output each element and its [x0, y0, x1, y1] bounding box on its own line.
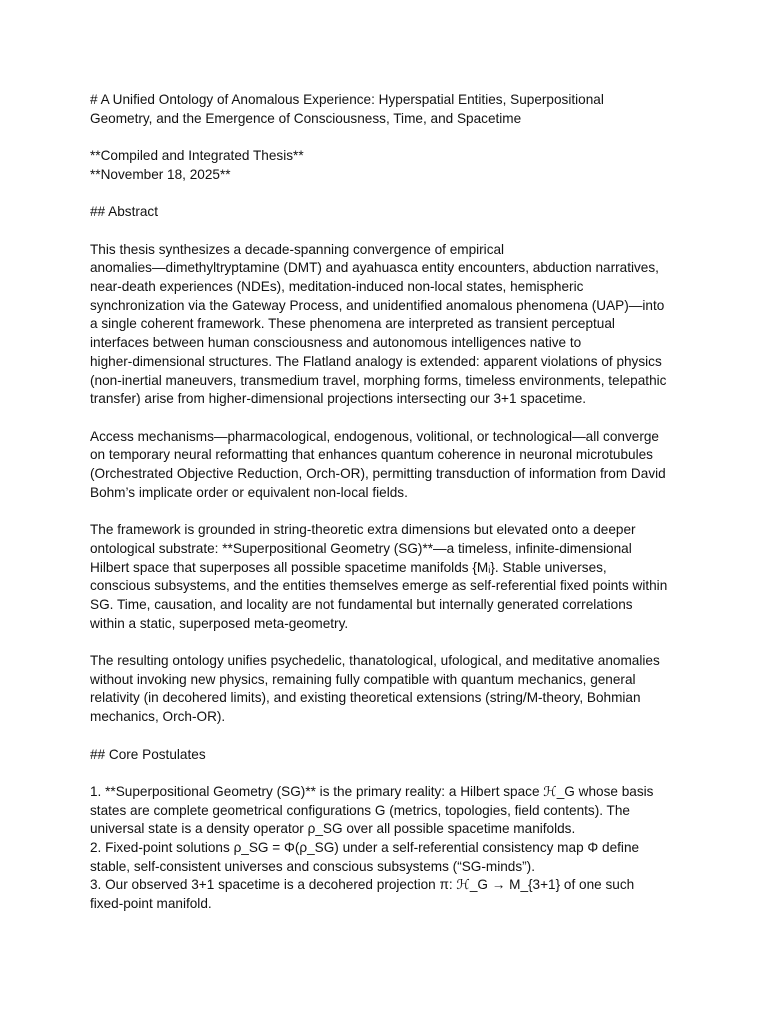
text-line: Access mechanisms—pharmacological, endogenous, volitional, or technological—all converge: [90, 428, 659, 444]
text-line: The framework is grounded in string-theoretic extra dimensions but elevated onto a deeper: [90, 522, 636, 538]
text-line: Hilbert space that superposes all possible spacetime manifolds {Mᵢ}. Stable universes,: [90, 559, 607, 575]
text-line: Bohm’s implicate order or equivalent non-local fields.: [90, 484, 408, 500]
postulates-list: [90, 783, 688, 914]
text-line: relativity (in decohered limits), and existing theoretical extensions (string/M-theory, Bohmian: [90, 690, 641, 706]
abstract-paragraph-3: [90, 521, 688, 633]
abstract-paragraph-2: [90, 428, 688, 503]
text-line: ontological substrate: **Superpositional Geometry (SG)**—a timeless, infinite-dimensional: [90, 540, 632, 556]
text-line: within a static, superposed meta-geometry.: [90, 615, 349, 631]
text-line: transfer) arise from higher-dimensional projections intersecting our 3+1 spacetime.: [90, 391, 587, 407]
abstract-paragraph-4: [90, 652, 688, 727]
abstract-paragraph-1: [90, 241, 688, 409]
text-line: SG. Time, causation, and locality are not fundamental but internally generated correlations: [90, 596, 633, 612]
document-title: [90, 91, 688, 128]
title-line: Geometry, and the Emergence of Consciousness, Time, and Spacetime: [90, 110, 522, 126]
list-item: 1. **Superpositional Geometry (SG)** is the primary reality: a Hilbert space ℋ_G whose basis: [90, 783, 654, 799]
text-line: synchronization via the Gateway Process, and unidentified anomalous phenomena (UAP)—into: [90, 297, 665, 313]
list-item: stable, self-consistent universes and conscious subsystems (“SG-minds”).: [90, 858, 535, 874]
list-item: states are complete geometrical configurations G (metrics, topologies, field contents). The: [90, 802, 630, 818]
text-line: The resulting ontology unifies psychedelic, thanatological, ufological, and meditative anomalies: [90, 653, 660, 668]
text-line: interfaces between human consciousness and autonomous intelligences native to: [90, 335, 582, 351]
text-line: without invoking new physics, remaining fully compatible with quantum mechanics, general: [90, 671, 636, 687]
text-line: on temporary neural reformatting that enhances quantum coherence in neuronal microtubules: [90, 447, 653, 463]
text-line: This thesis synthesizes a decade-spanning convergence of empirical: [90, 241, 505, 257]
list-item: 3. Our observed 3+1 spacetime is a decohered projection π: ℋ_G → M_{3+1} of one such: [90, 877, 635, 893]
postulates-heading: ## Core Postulates: [90, 746, 206, 762]
text-line: a single coherent framework. These phenomena are interpreted as transient perceptual: [90, 316, 615, 332]
text-line: anomalies—dimethyltryptamine (DMT) and ayahuasca entity encounters, abduction narratives,: [90, 260, 659, 276]
text-line: near-death experiences (NDEs), meditation-induced non-local states, hemispheric: [90, 278, 584, 294]
list-item: universal state is a density operator ρ_SG over all possible spacetime manifolds.: [90, 821, 576, 837]
meta-date: **November 18, 2025**: [90, 166, 231, 182]
meta-compiled: **Compiled and Integrated Thesis**: [90, 148, 304, 164]
text-line: (Orchestrated Objective Reduction, Orch-OR), permitting transduction of information from David: [90, 466, 666, 481]
list-item: 2. Fixed-point solutions ρ_SG = Φ(ρ_SG) under a self-referential consistency map Φ define: [90, 840, 640, 855]
text-line: conscious subsystems, and the entities themselves emerge as self-referential fixed points within: [90, 578, 668, 594]
text-line: (non-inertial maneuvers, transmedium travel, morphing forms, timeless environments, telepathic: [90, 372, 667, 388]
text-line: higher-dimensional structures. The Flatland analogy is extended: apparent violations of physics: [90, 353, 662, 369]
list-item: fixed-point manifold.: [90, 896, 212, 912]
text-line: mechanics, Orch-OR).: [90, 709, 226, 725]
document-meta: [90, 147, 688, 184]
abstract-heading: ## Abstract: [90, 204, 159, 220]
title-line: # A Unified Ontology of Anomalous Experience: Hyperspatial Entities, Superpositional: [90, 92, 604, 107]
